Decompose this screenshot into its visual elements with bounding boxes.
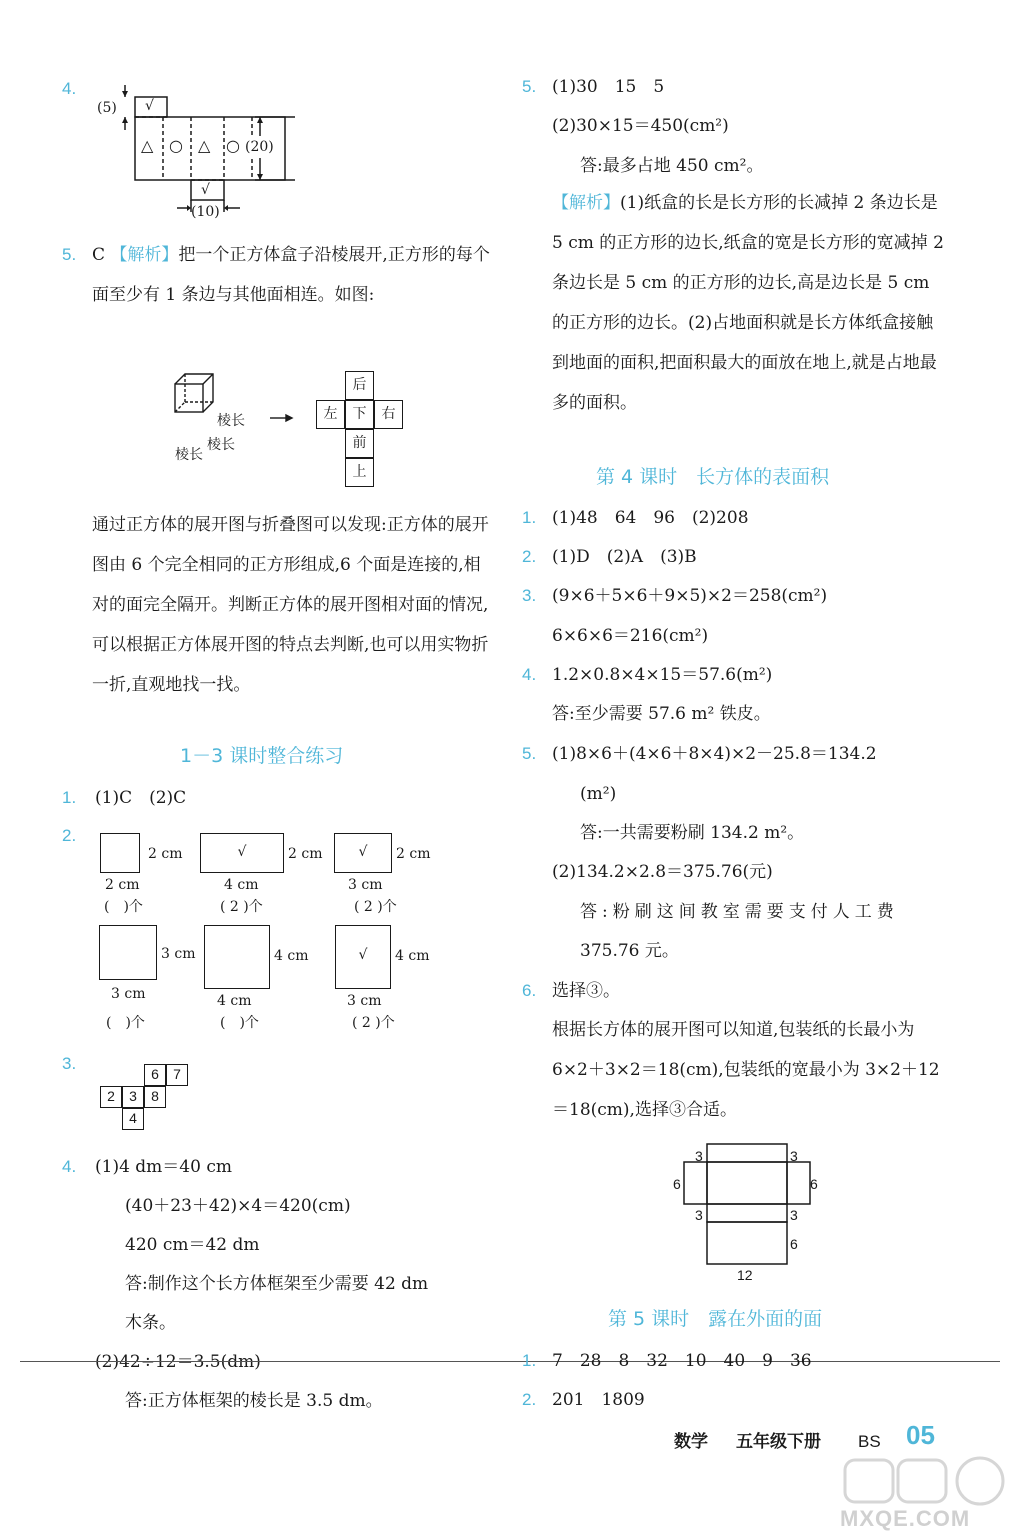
answer-line: (2)42÷12＝3.5(dm) [95,1352,261,1372]
dim-label: 12 [737,1267,753,1283]
grid-cell: 6 [144,1064,166,1086]
grid-cell: 2 [100,1086,122,1108]
count-blank: ( )个 [220,1015,259,1031]
watermark [840,1455,1015,1533]
answer-line: 木条。 [125,1313,176,1333]
answer-line: 1.2×0.8×4×15＝57.6(m²) [552,665,773,685]
footer-grade: 五年级下册 [736,1432,821,1452]
dim-label: 2 cm [148,846,183,862]
answer-line: (1)8×6＋(4×6＋8×4)×2－25.8＝134.2 [552,744,877,764]
dim-label: (20) [245,136,274,158]
answer-line: 答:最多占地 450 cm²。 [580,156,764,176]
answer-line: 答:粉刷这间教室需要支付人工费 [580,902,899,922]
dim-label: 4 cm [217,993,252,1009]
edge-label: 棱长 [217,413,245,429]
q5-conclusion: 通过正方体的展开图与折叠图可以发现:正方体的展开图由 6 个完全相同的正方形组成,6 个面是连接的,相对的面完全隔开。判断正方体的展开图相对面的情况,可以根据正方体展开图的特点去判断,也可以用实物折一折,直观地找一找。 [92,515,489,695]
count-blank: ( )个 [106,1015,145,1031]
dim-label: 3 cm [348,877,383,893]
dim-label: 4 cm [224,877,259,893]
page-footer [670,1420,970,1458]
dim-label: 3 cm [161,946,196,962]
dim-label: 4 cm [395,948,430,964]
face-left: 左 [316,400,345,429]
answer-line: 7 28 8 32 10 40 9 36 [552,1351,812,1371]
face-bottom: 下 [345,400,374,429]
wrapping-net-figure [660,1140,835,1285]
answer-line: (1)30 15 5 [552,77,665,97]
answer: C [92,245,106,265]
answer-line: (m²) [580,784,617,804]
check-mark: √ [145,98,154,114]
answer-line: 答:制作这个长方体框架至少需要 42 dm [125,1274,429,1294]
face-rect: √ [200,833,284,873]
analysis-text: (1)纸盒的长是长方形的长减掉 2 条边长是 5 cm 的正方形的边长,纸盒的宽是长方形的宽减掉 2 条边长是 5 cm 的正方形的边长,高是边长是 5 cm 的正方形的边长。(2)占地面积就是长方体纸盒接触到地面的面积,把面积最大的面放在地上,就是占地最多的面积。 [552,193,944,413]
answer-line: (1)C (2)C [95,788,187,808]
q5-explanation [92,235,490,315]
dim-label: 6 [810,1176,818,1192]
question-number: 3. [522,586,537,605]
count-answer: ( 2 )个 [354,899,397,915]
footer-subject: 数学 [674,1432,708,1452]
face-square [99,925,157,980]
count-blank: ( )个 [104,899,143,915]
grid-cell: 4 [122,1108,144,1130]
question-number: 4. [62,1157,77,1176]
dim-label: 3 [790,1207,798,1223]
answer-line: 答:至少需要 57.6 m² 铁皮。 [552,704,771,724]
analysis-tag: 【解析】 [552,193,620,213]
answer-line: 答:正方体框架的棱长是 3.5 dm。 [125,1391,383,1411]
face-square [204,925,270,989]
answer-line: 6×6×6＝216(cm²) [552,626,709,646]
question-number: 1. [522,1351,537,1370]
dim-label: 4 cm [274,948,309,964]
question-number: 5. [522,77,537,96]
answer-line: 答:一共需要粉刷 134.2 m²。 [580,823,805,843]
analysis-tag: 【解析】 [110,245,179,265]
section-title: 1－3 课时整合练习 [180,745,344,767]
answer-line: (2)30×15＝450(cm²) [552,116,729,136]
answer-line: 选择③。 [552,981,620,1001]
face-back: 后 [345,371,374,400]
face-front: 前 [345,429,374,458]
answer-line: (1)4 dm＝40 cm [95,1157,232,1177]
face-right: 右 [374,400,403,429]
question-number: 3. [62,1054,77,1073]
dim-label: 2 cm [105,877,140,893]
answer-line: (40＋23＋42)×4＝420(cm) [125,1196,351,1216]
count-answer: ( 2 )个 [352,1015,395,1031]
question-number: 1. [62,788,77,807]
answer-line: (2)134.2×2.8＝375.76(元) [552,862,773,882]
dim-label: 3 [790,1148,798,1164]
answer-line: (9×6＋5×6＋9×5)×2＝258(cm²) [552,586,828,606]
grid-cell: 8 [144,1086,166,1108]
dim-label: 6 [673,1176,681,1192]
dim-label: 3 cm [111,986,146,1002]
dim-label: 6 [790,1236,798,1252]
answer-line: 201 1809 [552,1390,645,1410]
dim-label: 3 [695,1207,703,1223]
cube-net-figure [95,80,295,220]
count-answer: ( 2 )个 [220,899,263,915]
dim-label: (10) [191,204,220,220]
question-number: 4. [62,79,77,98]
question-number: 1. [522,508,537,527]
question-number: 2. [522,547,537,566]
question-number: 5. [62,245,77,264]
dim-label: 2 cm [288,846,323,862]
page-number: 05 [906,1420,935,1450]
circle-icon: ○ [226,136,240,155]
analysis-text: 把一个正方体盒子沿棱展开,正方形的每个面至少有 1 条边与其他面相连。如图: [92,245,490,305]
dim-label: 2 cm [396,846,431,862]
answer-line: (1)48 64 96 (2)208 [552,508,749,528]
face-rect: √ [334,833,392,873]
check-mark: √ [201,182,210,198]
edge-label: 棱长 [207,437,235,453]
triangle-icon: △ [141,136,154,155]
answer-line: 375.76 元。 [580,941,679,961]
section-title: 第 4 课时 长方体的表面积 [596,466,830,488]
q5-analysis [552,183,944,423]
section-title: 第 5 课时 露在外面的面 [608,1308,823,1330]
question-number: 2. [62,826,77,845]
dim-label: 3 [695,1148,703,1164]
grid-cell: 7 [166,1064,188,1086]
face-top: 上 [345,458,374,487]
dim-label: (5) [97,100,117,116]
cube-drawing [170,368,410,493]
question-number: 5. [522,744,537,763]
cube-unfold-figure [170,368,410,493]
question-number: 6. [522,981,537,1000]
answer-line: (1)D (2)A (3)B [552,547,697,567]
grid-cell: 3 [122,1086,144,1108]
circle-icon: ○ [169,136,183,155]
face-square [100,833,140,873]
page-rule [20,1361,1000,1362]
question-number: 4. [522,665,537,684]
answer-line: 420 cm＝42 dm [125,1235,260,1255]
q6-explanation: 根据长方体的展开图可以知道,包装纸的长最小为 6×2＋3×2＝18(cm),包装纸的宽最小为 3×2＋12＝18(cm),选择③合适。 [552,1020,940,1120]
question-number: 2. [522,1390,537,1409]
edge-label: 棱长 [175,447,203,463]
footer-edition: BS [858,1432,881,1451]
watermark-text: MXQE.COM [840,1506,971,1531]
face-rect: √ [335,925,391,989]
dim-label: 3 cm [347,993,382,1009]
triangle-icon: △ [198,136,211,155]
